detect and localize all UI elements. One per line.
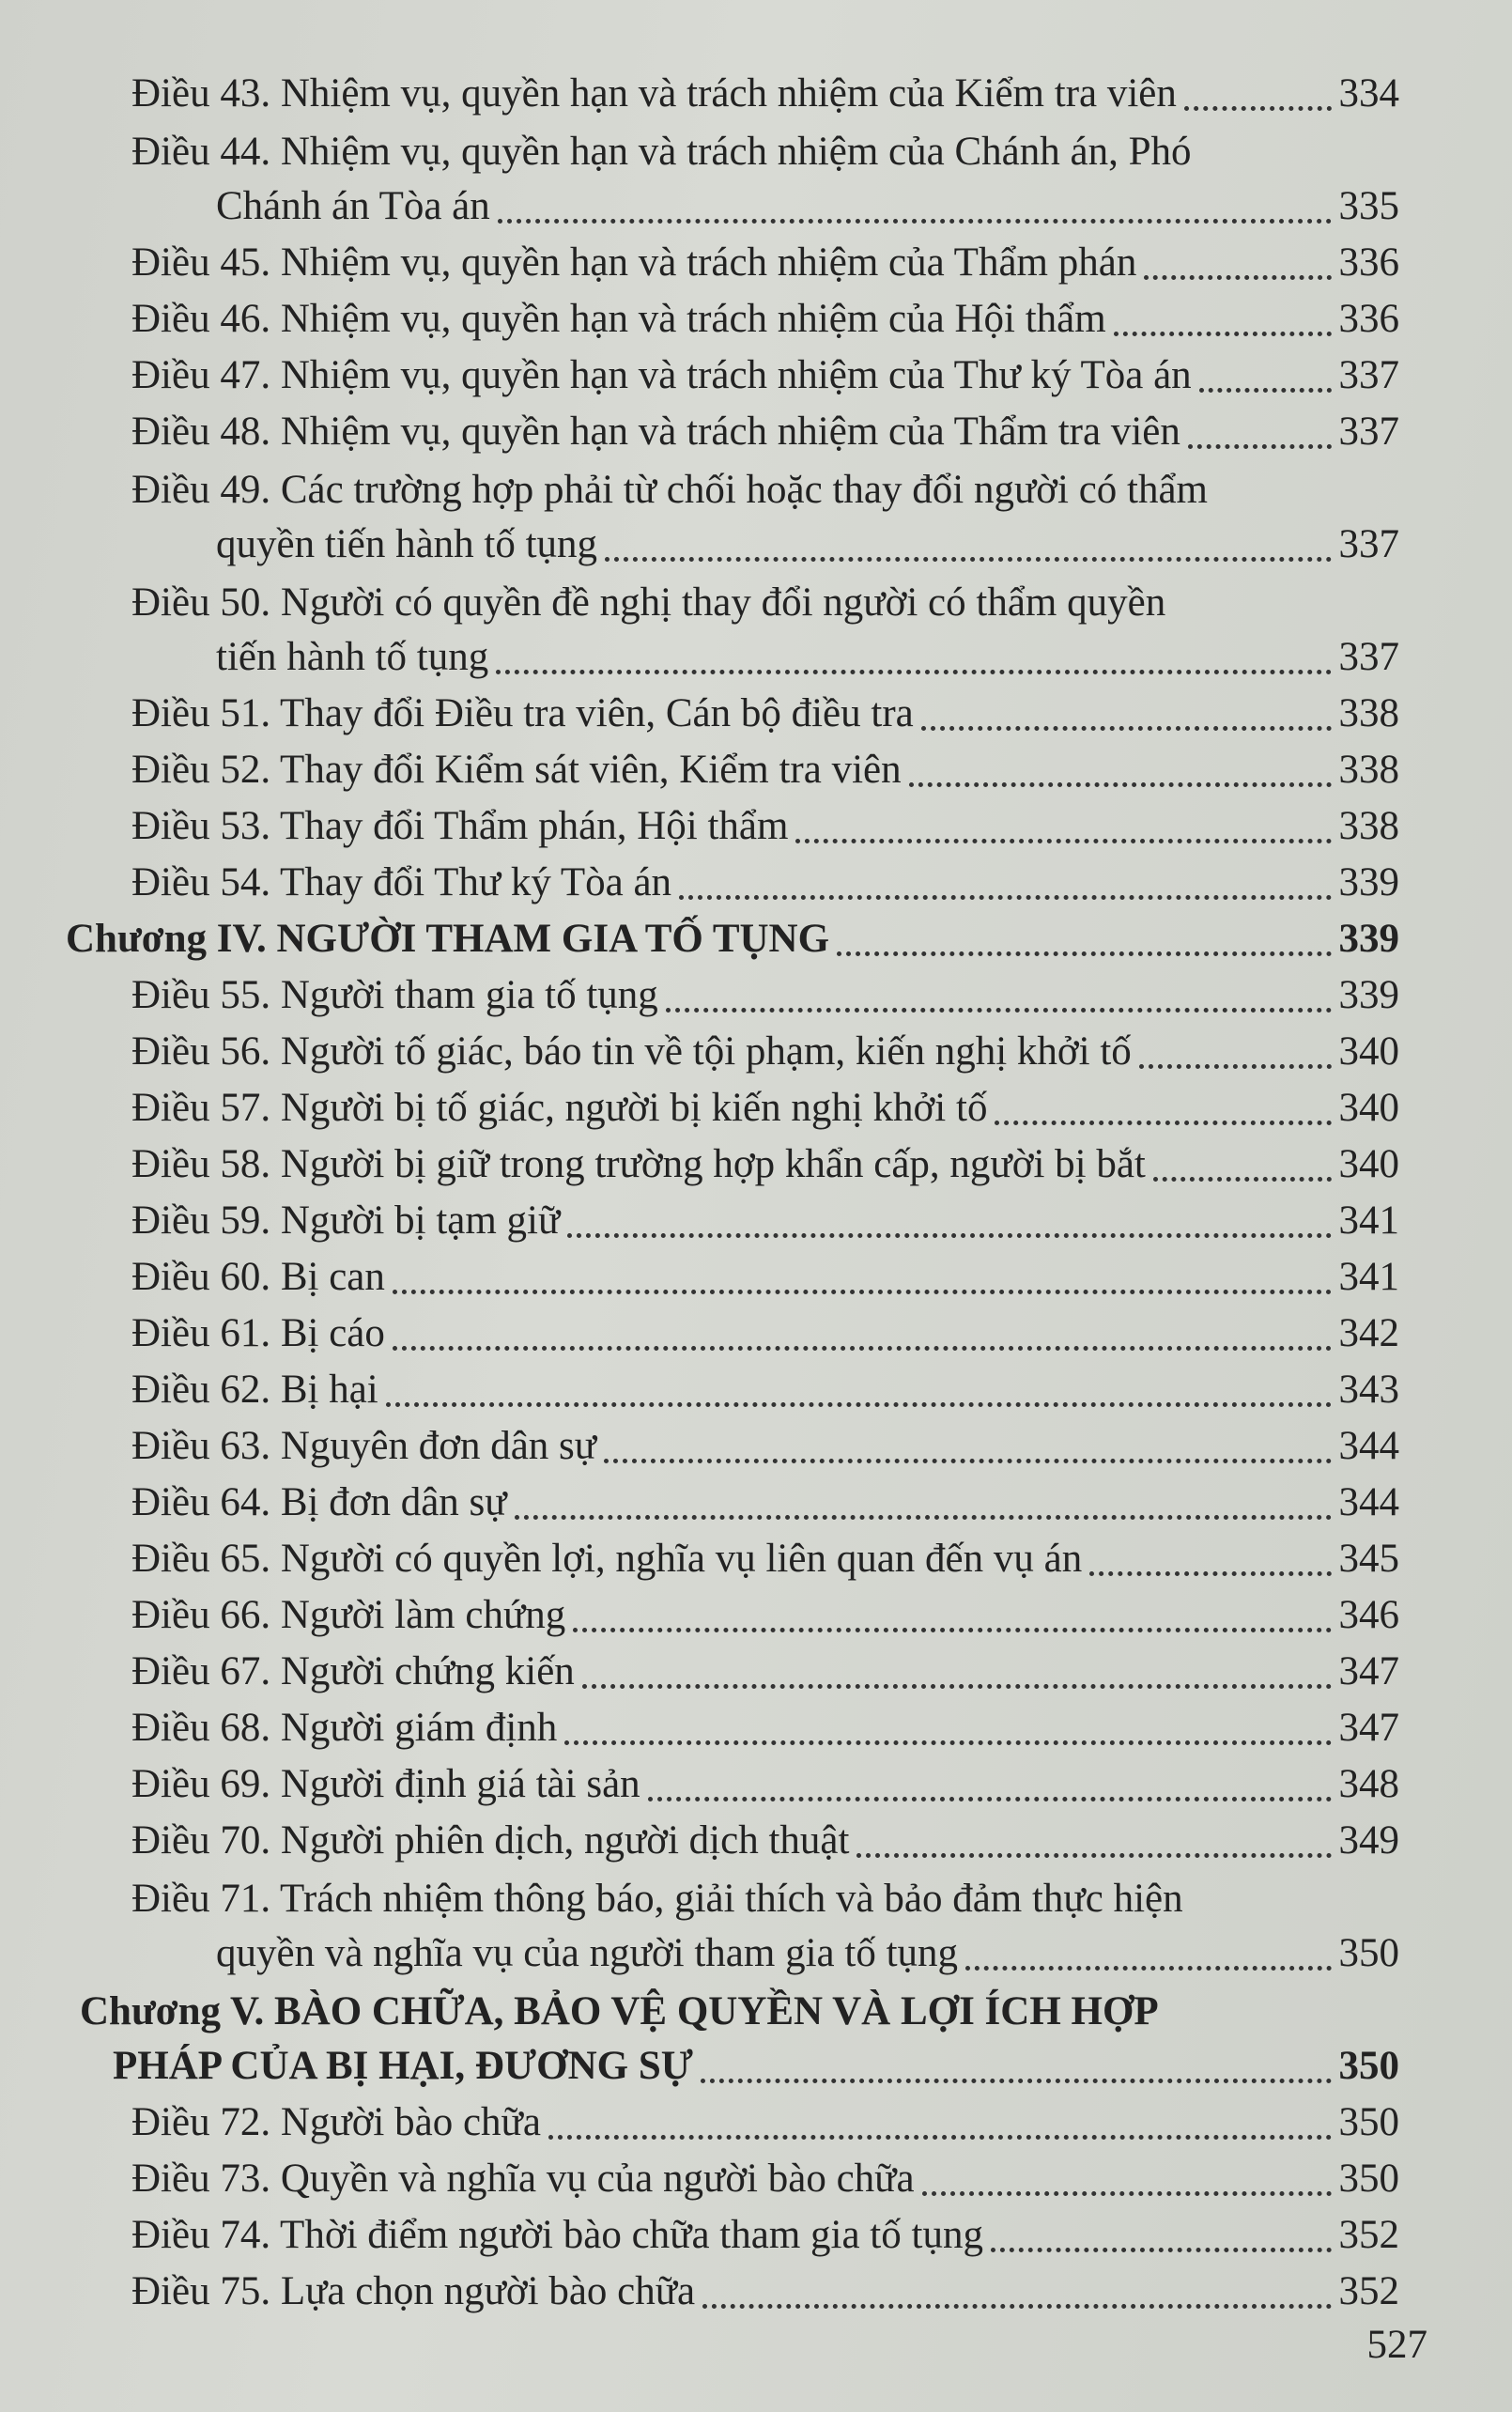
- dot-leader: [995, 1121, 1331, 1125]
- toc-entry-label: Điều 65. Người có quyền lợi, nghĩa vụ liên quan đến vụ án: [131, 1537, 1083, 1581]
- dot-leader: [1153, 1177, 1332, 1182]
- toc-entry-label: Điều 58. Người bị giữ trong trường hợp khẩn cấp, người bị bắt: [131, 1142, 1146, 1186]
- toc-page-number: 350: [1338, 2100, 1399, 2144]
- dot-leader: [604, 1459, 1331, 1463]
- dot-leader: [1199, 388, 1332, 393]
- toc-entry-row: [131, 742, 1399, 798]
- dot-leader: [965, 1966, 1331, 1971]
- toc-page-number: 337: [1338, 635, 1399, 679]
- dot-leader: [393, 1290, 1332, 1294]
- toc-page-number: 346: [1338, 1593, 1399, 1637]
- toc-entry-label: Điều 75. Lựa chọn người bào chữa: [131, 2269, 696, 2313]
- table-of-contents: [66, 66, 1399, 2320]
- toc-entry-row: [131, 855, 1399, 911]
- toc-entry-label: Điều 55. Người tham gia tố tụng: [131, 973, 658, 1017]
- toc-entry-row: [131, 1756, 1399, 1813]
- toc-entry-label: Điều 61. Bị cáo: [131, 1311, 385, 1355]
- dot-leader: [1139, 1064, 1332, 1069]
- toc-page-number: 339: [1338, 973, 1399, 1017]
- toc-chapter-row: [80, 2038, 1399, 2095]
- toc-page-number: 350: [1338, 2044, 1399, 2088]
- toc-page-number: 337: [1338, 410, 1399, 454]
- toc-entry-row: [131, 1080, 1399, 1136]
- toc-entry-label: Điều 56. Người tố giác, báo tin về tội phạm, kiến nghị khởi tố: [131, 1029, 1132, 1074]
- toc-entry-row: [131, 178, 1399, 235]
- toc-entry-label: Điều 73. Quyền và nghĩa vụ của người bào chữa: [131, 2157, 915, 2201]
- toc-entry-label-line1: Điều 49. Các trường hợp phải từ chối hoặc thay đổi người có thẩm: [131, 468, 1209, 512]
- toc-entry-label: Điều 59. Người bị tạm giữ: [131, 1198, 561, 1243]
- toc-entry-label: Điều 67. Người chứng kiến: [131, 1649, 575, 1693]
- toc-entry-row: [131, 1193, 1399, 1249]
- toc-page-number: 338: [1338, 804, 1399, 848]
- toc-page-number: 338: [1338, 748, 1399, 792]
- toc-page-number: 335: [1338, 184, 1399, 228]
- toc-entry-label: quyền tiến hành tố tụng: [216, 522, 598, 566]
- toc-entry-row: [131, 1362, 1399, 1418]
- toc-entry-row: [131, 686, 1399, 742]
- toc-entry-label: Điều 66. Người làm chứng: [131, 1593, 566, 1637]
- toc-entry-label: Điều 54. Thay đổi Thư ký Tòa án: [131, 860, 672, 904]
- dot-leader: [922, 2191, 1332, 2196]
- toc-entry-label: Điều 68. Người giám định: [131, 1706, 558, 1750]
- dot-leader: [393, 1346, 1332, 1351]
- toc-entry-row: [131, 235, 1399, 291]
- toc-entry-row: [131, 66, 1399, 122]
- dot-leader: [1184, 106, 1332, 111]
- toc-page-number: 344: [1338, 1424, 1399, 1468]
- dot-leader: [1114, 332, 1332, 336]
- toc-page-number: 339: [1338, 917, 1399, 961]
- dot-leader: [605, 557, 1331, 562]
- toc-entry-label: Điều 57. Người bị tố giác, người bị kiến nghị khởi tố: [131, 1086, 988, 1130]
- toc-entry-row: [131, 798, 1399, 855]
- toc-entry-label: Điều 69. Người định giá tài sản: [131, 1762, 640, 1806]
- toc-entry-row: [131, 629, 1399, 686]
- toc-page-number: 340: [1338, 1029, 1399, 1074]
- toc-page-number: 350: [1338, 2157, 1399, 2201]
- toc-entry-label: Điều 60. Bị can: [131, 1255, 385, 1299]
- toc-entry-row: [131, 1024, 1399, 1080]
- toc-entry-label-line1: Chương V. BÀO CHỮA, BẢO VỆ QUYỀN VÀ LỢI ÍCH HỢP: [80, 1989, 1159, 2033]
- toc-entry-row: [131, 1418, 1399, 1475]
- toc-page-number: 340: [1338, 1086, 1399, 1130]
- toc-page-number: 352: [1338, 2213, 1399, 2257]
- toc-page-number: 350: [1338, 1931, 1399, 1975]
- toc-page-number: 341: [1338, 1198, 1399, 1243]
- toc-page-number: 336: [1338, 297, 1399, 341]
- toc-page-number: 347: [1338, 1706, 1399, 1750]
- toc-entry-label: Chánh án Tòa án: [216, 184, 490, 228]
- toc-entry-row: [131, 1136, 1399, 1193]
- toc-chapter: [80, 1986, 1399, 2095]
- toc-entry-label: Điều 62. Bị hại: [131, 1368, 378, 1412]
- toc-entry-row: [131, 1249, 1399, 1306]
- toc-entry-row: [131, 1531, 1399, 1587]
- toc-page-number: 337: [1338, 353, 1399, 397]
- toc-page-number: 343: [1338, 1368, 1399, 1412]
- toc-entry-label: Điều 46. Nhiệm vụ, quyền hạn và trách nhiệm của Hội thẩm: [131, 297, 1106, 341]
- toc-entry-row: [131, 967, 1399, 1024]
- dot-leader: [498, 219, 1332, 224]
- toc-entry-label: PHÁP CỦA BỊ HẠI, ĐƯƠNG SỰ: [113, 2044, 693, 2088]
- toc-page-number: 340: [1338, 1142, 1399, 1186]
- toc-entry-label: Chương IV. NGƯỜI THAM GIA TỐ TỤNG: [66, 917, 830, 961]
- toc-entry: [131, 126, 1399, 235]
- dot-leader: [648, 1797, 1332, 1801]
- toc-entry-row: [131, 1306, 1399, 1362]
- dot-leader: [515, 1515, 1332, 1520]
- dot-leader: [386, 1402, 1332, 1407]
- toc-entry: [131, 577, 1399, 686]
- toc-entry-row: [131, 2207, 1399, 2264]
- dot-leader: [991, 2248, 1332, 2252]
- toc-entry-row: [131, 1700, 1399, 1756]
- page-number: 527: [1366, 2323, 1427, 2367]
- toc-entry-row: [131, 291, 1399, 348]
- dot-leader: [496, 670, 1331, 674]
- toc-entry-label: Điều 74. Thời điểm người bào chữa tham gia tố tụng: [131, 2213, 983, 2257]
- toc-entry-label: Điều 64. Bị đơn dân sự: [131, 1480, 507, 1524]
- toc-page-number: 347: [1338, 1649, 1399, 1693]
- toc-entry-row: [131, 1475, 1399, 1531]
- toc-entry-label: Điều 51. Thay đổi Điều tra viên, Cán bộ điều tra: [131, 691, 914, 735]
- dot-leader: [837, 951, 1331, 956]
- toc-entry: [131, 1873, 1399, 1982]
- toc-entry-label-line1: Điều 44. Nhiệm vụ, quyền hạn và trách nhiệm của Chánh án, Phó: [131, 130, 1192, 174]
- toc-entry-label: Điều 72. Người bào chữa: [131, 2100, 541, 2144]
- dot-leader: [1144, 275, 1331, 280]
- toc-entry-label: Điều 53. Thay đổi Thẩm phán, Hội thẩm: [131, 804, 789, 848]
- dot-leader: [856, 1853, 1331, 1858]
- dot-leader: [567, 1233, 1331, 1238]
- dot-leader: [921, 726, 1332, 731]
- toc-page-number: 341: [1338, 1255, 1399, 1299]
- toc-entry-label: Điều 45. Nhiệm vụ, quyền hạn và trách nhiệm của Thẩm phán: [131, 240, 1137, 285]
- dot-leader: [666, 1008, 1332, 1013]
- toc-entry-label: Điều 43. Nhiệm vụ, quyền hạn và trách nhiệm của Kiểm tra viên: [131, 71, 1177, 116]
- toc-entry-row: [131, 2095, 1399, 2151]
- toc-page-number: 345: [1338, 1537, 1399, 1581]
- toc-page-number: 352: [1338, 2269, 1399, 2313]
- toc-entry-label: Điều 48. Nhiệm vụ, quyền hạn và trách nhiệm của Thẩm tra viên: [131, 410, 1180, 454]
- toc-page-number: 339: [1338, 860, 1399, 904]
- toc-entry-label: Điều 47. Nhiệm vụ, quyền hạn và trách nhiệm của Thư ký Tòa án: [131, 353, 1192, 397]
- toc-page-number: 349: [1338, 1818, 1399, 1863]
- toc-entry-row: [131, 517, 1399, 573]
- dot-leader: [1089, 1571, 1331, 1576]
- toc-entry-label: Điều 52. Thay đổi Kiểm sát viên, Kiểm tra viên: [131, 748, 902, 792]
- dot-leader: [795, 839, 1331, 843]
- toc-page-number: 338: [1338, 691, 1399, 735]
- toc-page-number: 342: [1338, 1311, 1399, 1355]
- toc-entry-row: [131, 2264, 1399, 2320]
- toc-page-number: 337: [1338, 522, 1399, 566]
- dot-leader: [701, 2079, 1332, 2083]
- toc-entry-row: [131, 1813, 1399, 1869]
- toc-entry-label: tiến hành tố tụng: [216, 635, 489, 679]
- dot-leader: [582, 1684, 1332, 1689]
- toc-entry-row: [131, 1925, 1399, 1982]
- toc-entry: [131, 464, 1399, 573]
- toc-page-number: 344: [1338, 1480, 1399, 1524]
- dot-leader: [573, 1628, 1331, 1632]
- dot-leader: [1188, 444, 1332, 449]
- toc-entry-row: [131, 404, 1399, 460]
- toc-entry-label: Điều 63. Nguyên đơn dân sự: [131, 1424, 597, 1468]
- toc-entry-row: [131, 2151, 1399, 2207]
- toc-entry-row: [131, 348, 1399, 404]
- toc-entry-label: quyền và nghĩa vụ của người tham gia tố tụng: [216, 1931, 959, 1975]
- dot-leader: [564, 1740, 1331, 1745]
- toc-chapter-row: [66, 911, 1399, 967]
- toc-entry-row: [131, 1644, 1399, 1700]
- toc-entry-label-line1: Điều 50. Người có quyền đề nghị thay đổi người có thẩm quyền: [131, 580, 1166, 625]
- dot-leader: [548, 2135, 1332, 2140]
- toc-entry-label-line1: Điều 71. Trách nhiệm thông báo, giải thích và bảo đảm thực hiện: [131, 1877, 1183, 1921]
- dot-leader: [909, 782, 1332, 787]
- toc-entry-label: Điều 70. Người phiên dịch, người dịch thuật: [131, 1818, 850, 1863]
- toc-entry-row: [131, 1587, 1399, 1644]
- dot-leader: [679, 895, 1331, 900]
- toc-page-number: 348: [1338, 1762, 1399, 1806]
- toc-page-number: 336: [1338, 240, 1399, 285]
- toc-page-number: 334: [1338, 71, 1399, 116]
- dot-leader: [702, 2304, 1331, 2309]
